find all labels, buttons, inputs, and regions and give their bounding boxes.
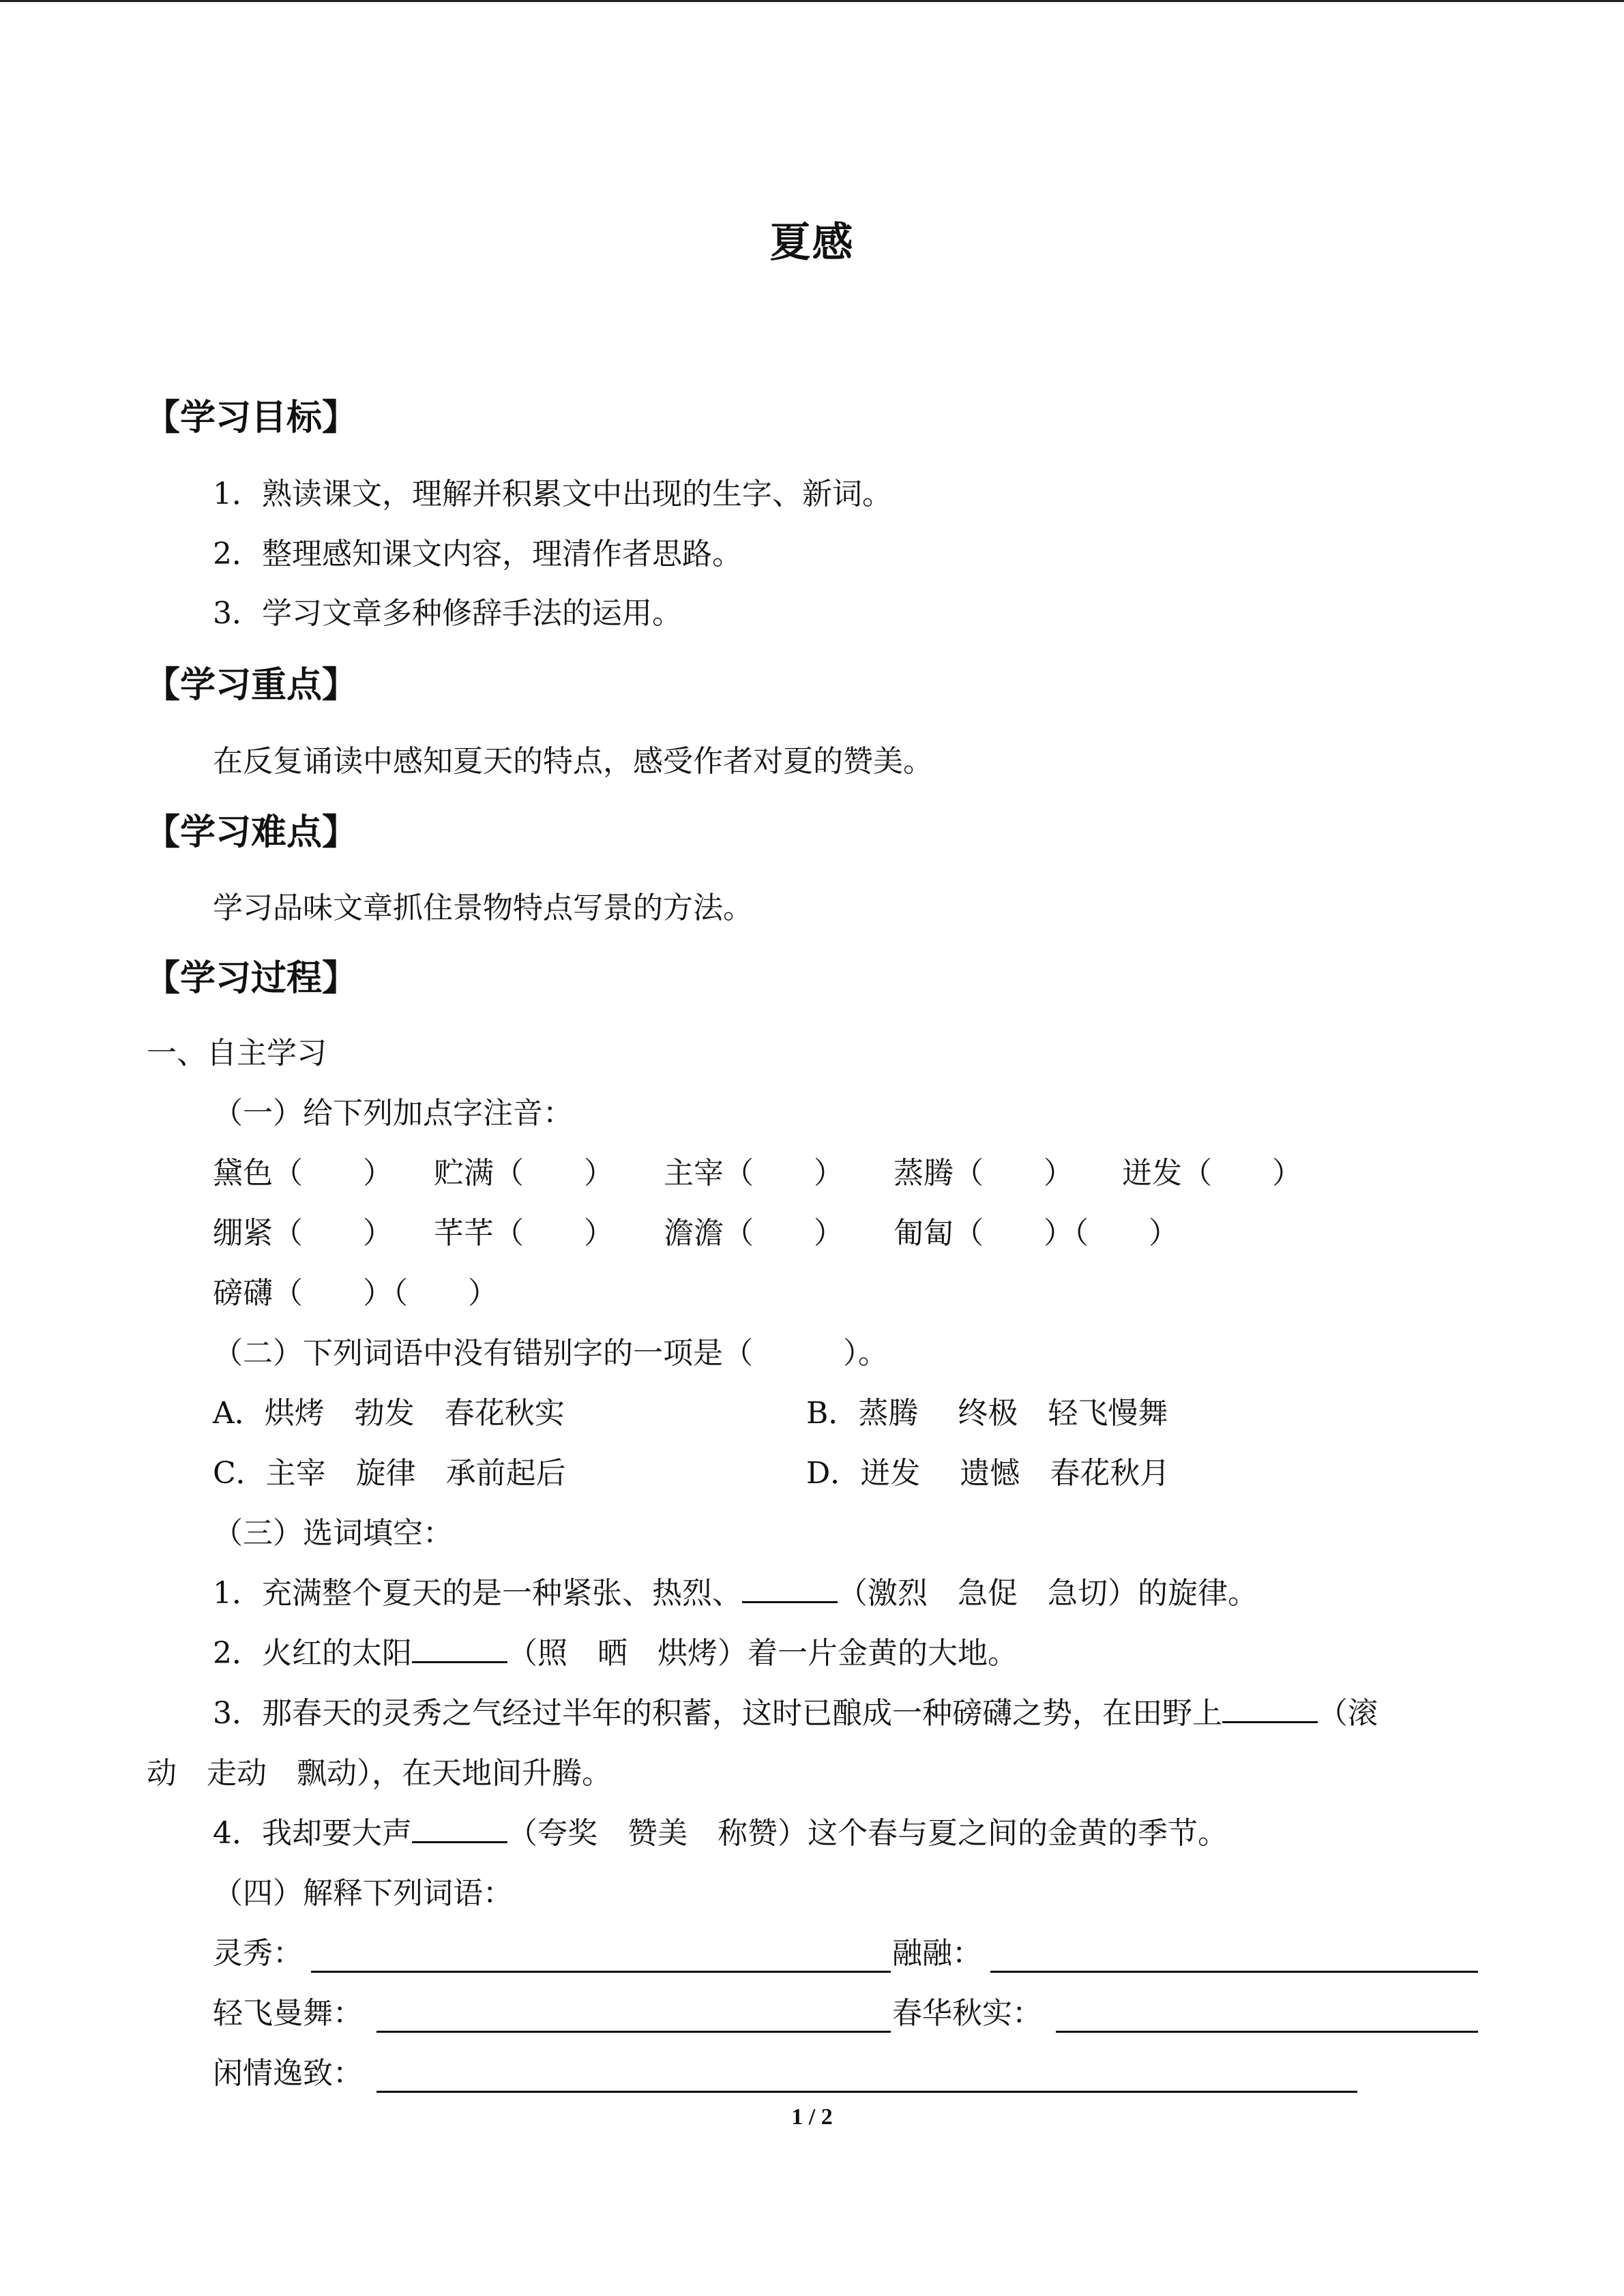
goal-item-1: 1．熟读课文，理解并积累文中出现的生字、新词。 [213, 477, 892, 511]
q3-sentence-2 [213, 1633, 1018, 1674]
q3-s1-after: （激烈 急促 急切）的旋律。 [838, 1576, 1258, 1611]
q2-option-c: C．主宰 旋律 承前起后 [213, 1456, 566, 1491]
answer-line[interactable] [311, 1971, 891, 1973]
q3-sentence-1 [213, 1573, 1258, 1614]
pinyin-item: 贮满（ ） [434, 1156, 614, 1191]
q4-word-label: 春华秋实： [892, 1996, 1042, 2031]
q3-sentence-3 [213, 1693, 1378, 1734]
q3-prompt: （三）选词填空： [213, 1516, 453, 1551]
pinyin-item: 绷紧（ ） [213, 1216, 393, 1251]
fill-blank[interactable] [412, 1814, 507, 1843]
difficulty-text: 学习品味文章抓住景物特点写景的方法。 [213, 891, 753, 925]
q4-prompt: （四）解释下列词语： [213, 1876, 513, 1911]
q3-s1-before: 1．充满整个夏天的是一种紧张、热烈、 [213, 1576, 742, 1611]
pinyin-item: 磅礴（ ）（ ） [213, 1276, 498, 1311]
fill-blank[interactable] [1222, 1694, 1318, 1723]
pinyin-item: 芊芊（ ） [434, 1216, 614, 1251]
q4-word-label: 融融： [892, 1936, 982, 1971]
answer-line[interactable] [377, 2031, 891, 2033]
q4-word-label: 灵秀： [213, 1936, 303, 1971]
q4-word-label: 闲情逸致： [213, 2056, 363, 2091]
q2-prompt: （二）下列词语中没有错别字的一项是（ ）。 [213, 1336, 888, 1371]
pinyin-item: 迸发（ ） [1122, 1156, 1302, 1191]
q3-s2-before: 2．火红的太阳 [213, 1636, 412, 1671]
goal-item-3: 3．学习文章多种修辞手法的运用。 [213, 596, 682, 631]
q4-word-label: 轻飞曼舞： [213, 1996, 363, 2031]
q1-prompt: （一）给下列加点字注音： [213, 1096, 573, 1131]
pinyin-item: 匍匐（ ）（ ） [894, 1216, 1179, 1251]
page-top-border [0, 0, 1624, 2]
answer-line[interactable] [377, 2091, 1357, 2093]
fill-blank[interactable] [412, 1634, 507, 1663]
answer-line[interactable] [990, 1971, 1478, 1973]
fill-blank[interactable] [742, 1574, 838, 1603]
q3-s3-continued: 动 走动 飘动），在天地间升腾。 [147, 1756, 612, 1791]
page-number: 1 / 2 [791, 2104, 833, 2130]
q3-s3-before: 3．那春天的灵秀之气经过半年的积蓄，这时已酿成一种磅礴之势，在田野上 [213, 1696, 1222, 1731]
heading-difficulty: 【学习难点】 [145, 812, 358, 853]
q3-s2-after: （照 晒 烘烤）着一片金黄的大地。 [507, 1636, 1018, 1671]
pinyin-item: 黛色（ ） [213, 1156, 393, 1191]
key-text: 在反复诵读中感知夏天的特点，感受作者对夏的赞美。 [213, 744, 933, 779]
part1-title: 一、自主学习 [147, 1036, 327, 1071]
q3-sentence-4 [213, 1813, 1228, 1854]
goal-item-2: 2．整理感知课文内容，理清作者思路。 [213, 537, 742, 571]
heading-key: 【学习重点】 [145, 665, 358, 706]
page-title: 夏感 [769, 219, 855, 267]
heading-goals: 【学习目标】 [145, 398, 358, 438]
pinyin-item: 主宰（ ） [664, 1156, 844, 1191]
pinyin-item: 澹澹（ ） [664, 1216, 844, 1251]
q2-option-d: D．迸发 遗憾 春花秋月 [806, 1456, 1170, 1491]
q3-s4-before: 4．我却要大声 [213, 1816, 412, 1851]
answer-line[interactable] [1056, 2031, 1478, 2033]
pinyin-item: 蒸腾（ ） [894, 1156, 1074, 1191]
q3-s4-after: （夸奖 赞美 称赞）这个春与夏之间的金黄的季节。 [507, 1816, 1228, 1851]
q3-s3-after: （滚 [1318, 1696, 1378, 1731]
q2-option-a: A．烘烤 勃发 春花秋实 [213, 1396, 565, 1431]
q2-option-b: B．蒸腾 终极 轻飞慢舞 [806, 1396, 1168, 1431]
heading-process: 【学习过程】 [145, 958, 358, 999]
